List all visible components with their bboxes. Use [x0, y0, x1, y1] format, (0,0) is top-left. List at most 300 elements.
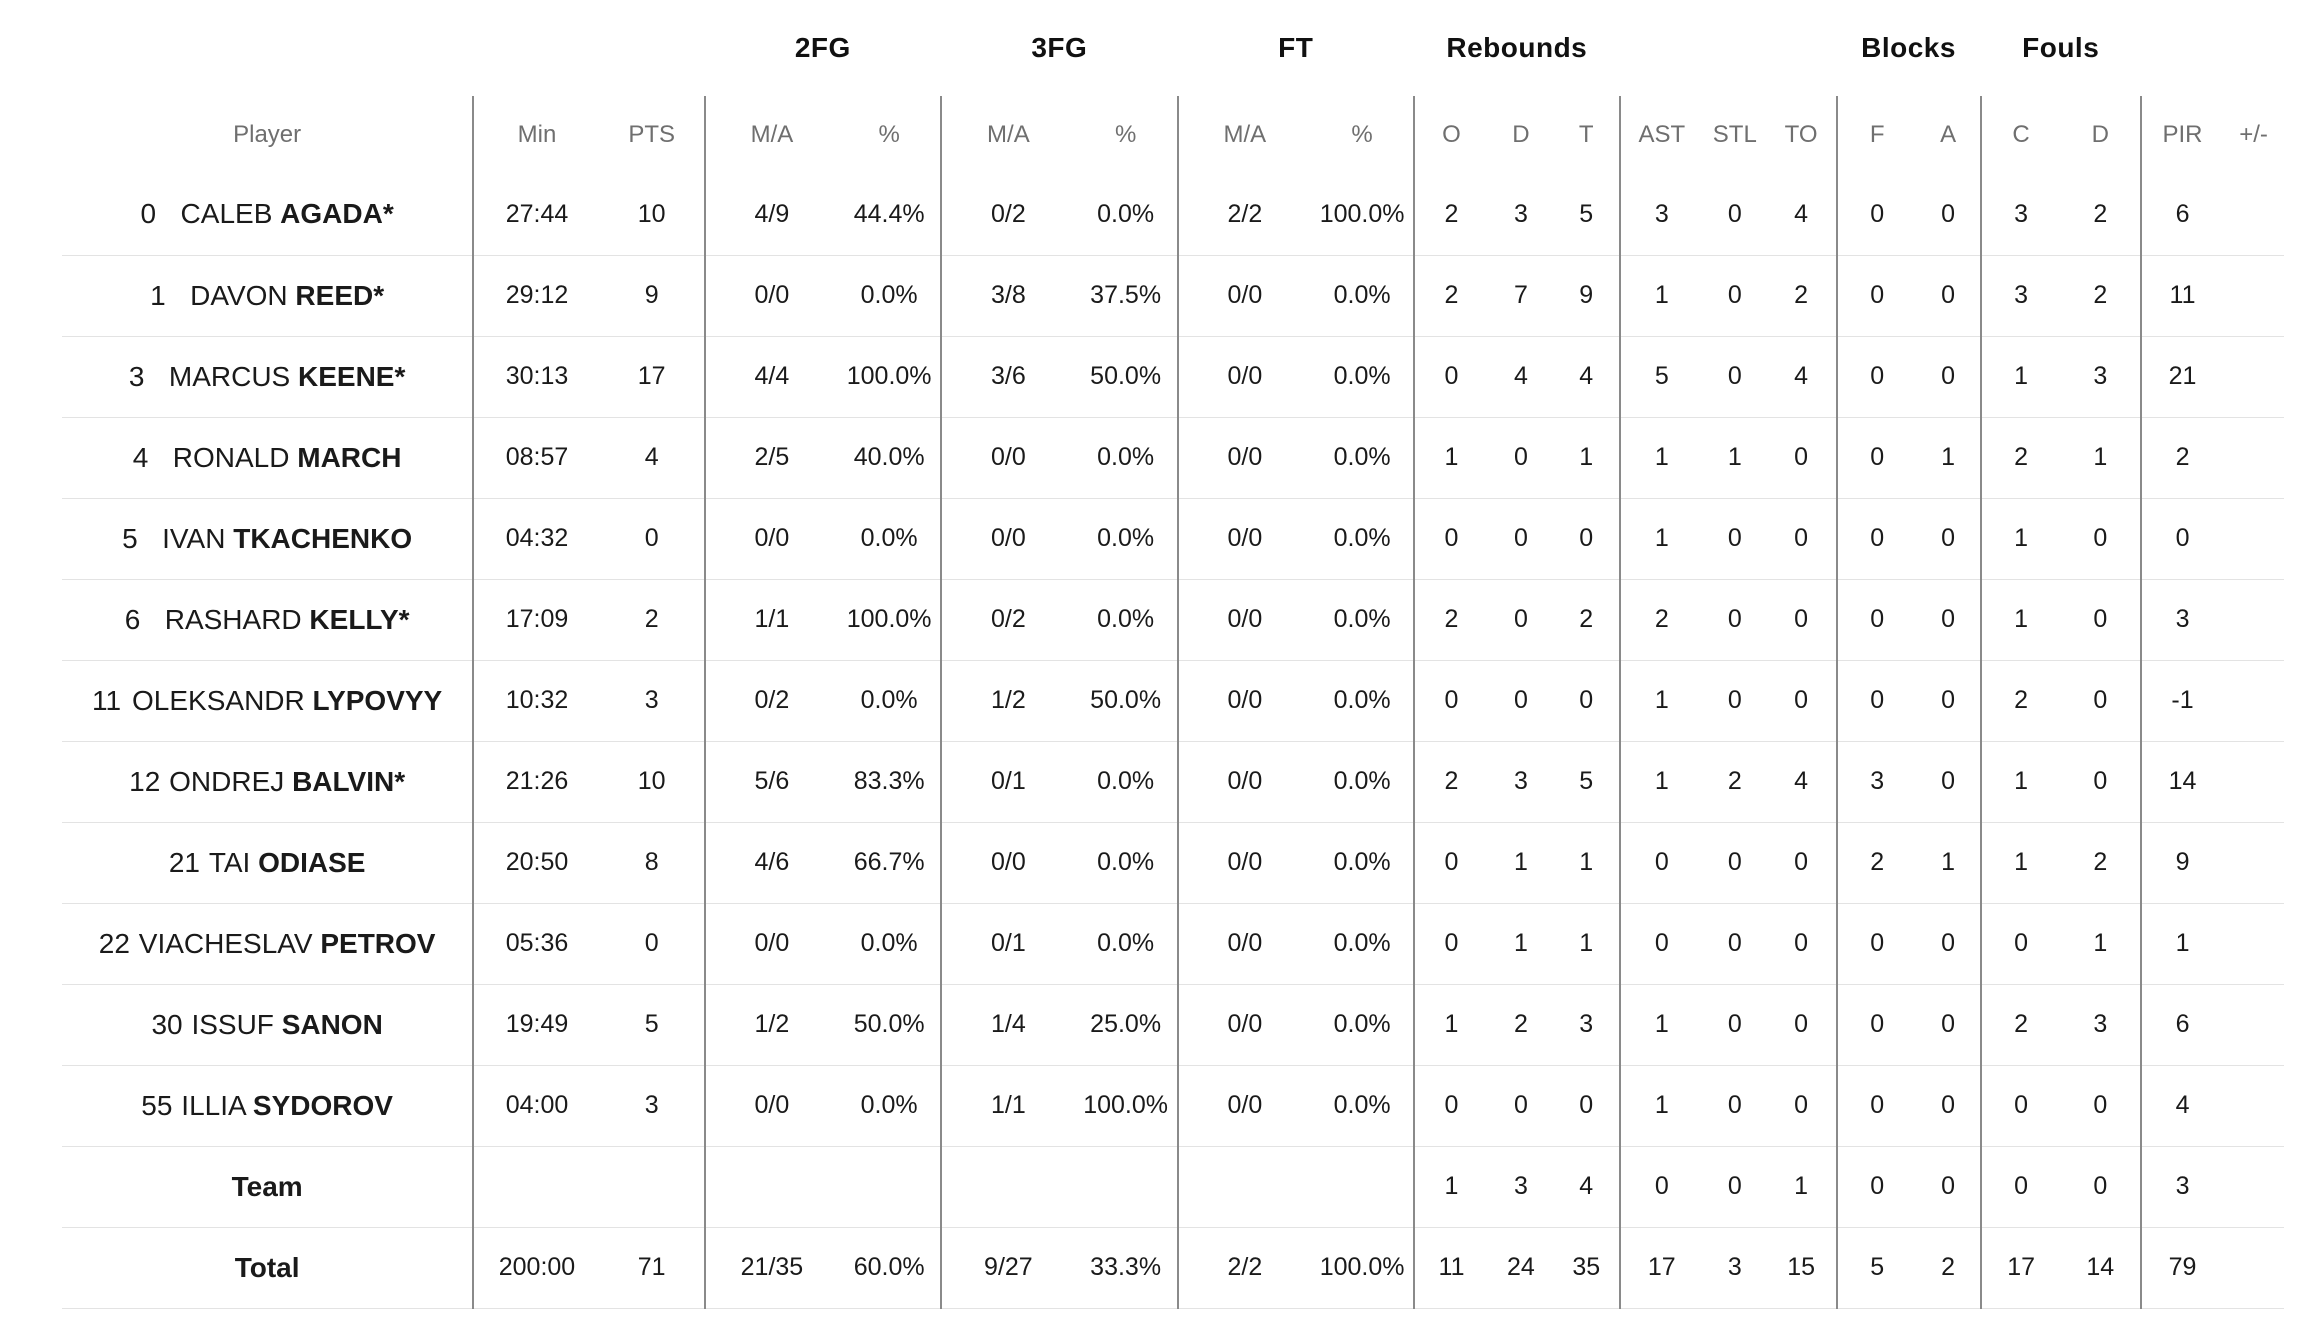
cell-foul-c: 1 [1981, 336, 2061, 417]
cell-reb-t: 0 [1554, 498, 1620, 579]
cell-ft-pct: 0.0% [1311, 660, 1414, 741]
cell-fg2-ma: 1/2 [705, 984, 839, 1065]
cell-reb-t: 2 [1554, 579, 1620, 660]
cell-fg2-pct: 44.4% [838, 174, 941, 255]
box-score-table [62, 0, 2284, 1309]
cell-ft-pct: 0.0% [1311, 903, 1414, 984]
col-header-pts[interactable]: PTS [628, 121, 675, 148]
cell-blk-a: 0 [1917, 984, 1981, 1065]
cell-blk-a: 0 [1917, 336, 1981, 417]
cell-pir: 0 [2141, 498, 2223, 579]
cell-reb-o: 2 [1414, 741, 1488, 822]
player-row [62, 741, 2284, 822]
player-first-name[interactable]: MARCUS [168, 360, 291, 392]
cell-pm [2223, 903, 2284, 984]
cell-foul-d: 0 [2061, 741, 2141, 822]
player-row [62, 903, 2284, 984]
cell-fg2-ma: 0/0 [705, 903, 839, 984]
cell-blk-f: 3 [1837, 741, 1917, 822]
col-header-stl[interactable]: STL [1712, 121, 1757, 148]
cell-ast: 0 [1620, 1146, 1703, 1227]
cell-min: 10:32 [473, 660, 599, 741]
cell-to: 0 [1767, 660, 1837, 741]
cell-fg3-ma: 3/8 [941, 255, 1075, 336]
cell-fg3-ma: 0/2 [941, 174, 1075, 255]
cell-foul-d: 2 [2061, 174, 2141, 255]
cell-ast: 1 [1620, 660, 1703, 741]
cell-foul-d: 0 [2061, 579, 2141, 660]
team-row [62, 1146, 2284, 1227]
col-header-plus-minus[interactable]: +/- [2239, 121, 2268, 148]
cell-pm [2223, 1065, 2284, 1146]
player-row [62, 174, 2284, 255]
cell-fg3-ma: 1/4 [941, 984, 1075, 1065]
cell-foul-d: 2 [2061, 822, 2141, 903]
cell-foul-c: 0 [1981, 1146, 2061, 1227]
cell-ft-pct: 0.0% [1311, 579, 1414, 660]
cell-blk-a: 0 [1917, 660, 1981, 741]
cell-min: 200:00 [473, 1227, 599, 1308]
cell-pir: 14 [2141, 741, 2223, 822]
cell-foul-d: 3 [2061, 984, 2141, 1065]
player-first-name[interactable]: ONDREJ [169, 765, 285, 797]
cell-pm [2223, 741, 2284, 822]
cell-ft-pct: 0.0% [1311, 1065, 1414, 1146]
player-number: 6 [124, 603, 141, 635]
cell-ft-pct: 0.0% [1311, 498, 1414, 579]
cell-stl: 0 [1703, 1065, 1767, 1146]
box-score-body [62, 174, 2284, 1308]
cell-blk-a: 0 [1917, 1146, 1981, 1227]
cell-fg2-ma: 4/4 [705, 336, 839, 417]
col-header-reb-d[interactable]: D [1512, 121, 1530, 148]
cell-foul-c: 2 [1981, 660, 2061, 741]
cell-reb-o: 0 [1414, 336, 1488, 417]
cell-ft-ma: 0/0 [1178, 336, 1312, 417]
player-first-name[interactable]: TAI [208, 846, 251, 878]
player-last-name[interactable]: REED* [295, 279, 385, 311]
cell-stl: 3 [1703, 1227, 1767, 1308]
cell-stl: 0 [1703, 660, 1767, 741]
cell-foul-c: 17 [1981, 1227, 2061, 1308]
cell-pir: 3 [2141, 579, 2223, 660]
cell-fg3-pct: 25.0% [1075, 984, 1178, 1065]
cell-reb-d: 0 [1488, 579, 1554, 660]
cell-reb-d: 24 [1488, 1227, 1554, 1308]
cell-ast: 1 [1620, 255, 1703, 336]
group-ft: FT [1278, 32, 1314, 63]
cell-ft-pct: 0.0% [1311, 822, 1414, 903]
cell-fg2-ma: 0/0 [705, 255, 839, 336]
col-header-blk-a[interactable]: A [1940, 121, 1957, 148]
cell-pir: 3 [2141, 1146, 2223, 1227]
cell-min [473, 1146, 599, 1227]
cell-fg3-ma: 1/1 [941, 1065, 1075, 1146]
cell-ast: 3 [1620, 174, 1703, 255]
player-row [62, 579, 2284, 660]
cell-ft-ma: 2/2 [1178, 1227, 1312, 1308]
cell-ft-pct: 100.0% [1311, 1227, 1414, 1308]
cell-reb-t: 5 [1554, 174, 1620, 255]
cell-ast: 1 [1620, 417, 1703, 498]
cell-pir: 6 [2141, 984, 2223, 1065]
cell-pir: 21 [2141, 336, 2223, 417]
total-row [62, 1227, 2284, 1308]
cell-reb-o: 2 [1414, 255, 1488, 336]
cell-fg3-pct: 50.0% [1075, 336, 1178, 417]
cell-foul-d: 0 [2061, 1065, 2141, 1146]
cell-foul-c: 1 [1981, 498, 2061, 579]
cell-fg3-pct: 50.0% [1075, 660, 1178, 741]
player-last-name[interactable]: BALVIN* [292, 765, 406, 797]
cell-reb-o: 0 [1414, 822, 1488, 903]
cell-pir: 4 [2141, 1065, 2223, 1146]
cell-pir: 9 [2141, 822, 2223, 903]
player-cell [62, 660, 473, 741]
cell-stl: 0 [1703, 579, 1767, 660]
cell-pir: 6 [2141, 174, 2223, 255]
cell-pir: 11 [2141, 255, 2223, 336]
cell-ast: 0 [1620, 903, 1703, 984]
cell-pm [2223, 417, 2284, 498]
cell-ft-pct: 0.0% [1311, 255, 1414, 336]
group-blank [1620, 0, 1837, 96]
cell-pts: 5 [600, 984, 705, 1065]
cell-ast: 1 [1620, 741, 1703, 822]
cell-to: 2 [1767, 255, 1837, 336]
cell-pir: 2 [2141, 417, 2223, 498]
cell-ast: 2 [1620, 579, 1703, 660]
cell-ft-pct: 0.0% [1311, 984, 1414, 1065]
cell-fg2-pct: 0.0% [838, 498, 941, 579]
cell-ft-ma: 0/0 [1178, 822, 1312, 903]
cell-min: 19:49 [473, 984, 599, 1065]
player-first-name[interactable]: CALEB [180, 198, 273, 230]
cell-blk-a: 0 [1917, 498, 1981, 579]
cell-reb-d: 3 [1488, 1146, 1554, 1227]
player-first-name[interactable]: DAVON [190, 279, 288, 311]
player-row [62, 255, 2284, 336]
player-first-name[interactable]: RASHARD [164, 603, 302, 635]
cell-ft-ma: 0/0 [1178, 498, 1312, 579]
cell-blk-f: 0 [1837, 336, 1917, 417]
player-first-name[interactable]: IVAN [162, 522, 226, 554]
player-last-name[interactable]: ODIASE [258, 846, 366, 878]
col-header-foul-d[interactable]: D [2091, 121, 2109, 148]
cell-stl: 0 [1703, 336, 1767, 417]
player-row [62, 822, 2284, 903]
cell-fg3-ma: 9/27 [941, 1227, 1075, 1308]
cell-fg2-ma [705, 1146, 839, 1227]
cell-reb-d: 3 [1488, 174, 1554, 255]
cell-fg2-pct: 0.0% [838, 255, 941, 336]
player-cell [62, 903, 473, 984]
cell-min: 20:50 [473, 822, 599, 903]
cell-reb-d: 0 [1488, 660, 1554, 741]
cell-foul-d: 14 [2061, 1227, 2141, 1308]
cell-reb-o: 1 [1414, 984, 1488, 1065]
cell-reb-o: 2 [1414, 174, 1488, 255]
cell-ast: 1 [1620, 1065, 1703, 1146]
player-first-name[interactable]: ISSUF [191, 1008, 274, 1040]
cell-reb-t: 1 [1554, 903, 1620, 984]
player-first-name[interactable]: ILLIA [181, 1089, 246, 1121]
cell-reb-d: 1 [1488, 903, 1554, 984]
cell-blk-a: 0 [1917, 255, 1981, 336]
cell-reb-d: 0 [1488, 1065, 1554, 1146]
cell-min: 29:12 [473, 255, 599, 336]
group-blank [473, 0, 704, 96]
cell-stl: 0 [1703, 822, 1767, 903]
cell-reb-d: 7 [1488, 255, 1554, 336]
player-number: 4 [132, 441, 149, 473]
player-cell [62, 498, 473, 579]
cell-fg3-pct: 0.0% [1075, 822, 1178, 903]
cell-fg2-ma: 0/0 [705, 1065, 839, 1146]
cell-to: 0 [1767, 498, 1837, 579]
cell-reb-t: 35 [1554, 1227, 1620, 1308]
cell-ft-ma: 0/0 [1178, 984, 1312, 1065]
player-cell [62, 741, 473, 822]
cell-stl: 0 [1703, 984, 1767, 1065]
cell-ft-ma: 0/0 [1178, 255, 1312, 336]
cell-ft-pct: 0.0% [1311, 336, 1414, 417]
col-header-reb-t[interactable]: T [1578, 121, 1594, 148]
cell-blk-f: 2 [1837, 822, 1917, 903]
cell-pir: -1 [2141, 660, 2223, 741]
cell-fg3-ma: 0/1 [941, 741, 1075, 822]
player-last-name[interactable]: PETROV [320, 927, 436, 959]
cell-fg2-ma: 0/2 [705, 660, 839, 741]
cell-blk-f: 0 [1837, 984, 1917, 1065]
cell-foul-c: 1 [1981, 579, 2061, 660]
cell-fg2-pct: 100.0% [838, 579, 941, 660]
col-header-player[interactable]: Player [233, 121, 302, 148]
cell-reb-t: 0 [1554, 1065, 1620, 1146]
cell-fg3-pct: 0.0% [1075, 417, 1178, 498]
cell-reb-d: 1 [1488, 822, 1554, 903]
cell-blk-a: 0 [1917, 174, 1981, 255]
cell-fg3-pct: 100.0% [1075, 1065, 1178, 1146]
cell-blk-a: 2 [1917, 1227, 1981, 1308]
col-header-blk-f[interactable]: F [1837, 96, 1917, 174]
cell-fg2-ma: 1/1 [705, 579, 839, 660]
col-header-3fg-ma[interactable]: M/A [941, 96, 1075, 174]
col-header-ft-ma[interactable]: M/A [1178, 96, 1312, 174]
col-header-reb-o[interactable]: O [1414, 96, 1488, 174]
player-number: 11 [92, 684, 122, 716]
group-blank [2141, 0, 2284, 96]
cell-ast: 17 [1620, 1227, 1703, 1308]
cell-to: 4 [1767, 174, 1837, 255]
cell-ft-pct [1311, 1146, 1414, 1227]
player-last-name[interactable]: MARCH [297, 441, 402, 473]
cell-fg3-ma [941, 1146, 1075, 1227]
cell-fg2-ma: 21/35 [705, 1227, 839, 1308]
cell-fg2-pct: 40.0% [838, 417, 941, 498]
cell-blk-f: 0 [1837, 660, 1917, 741]
cell-pir: 1 [2141, 903, 2223, 984]
cell-to: 0 [1767, 417, 1837, 498]
cell-pts: 9 [600, 255, 705, 336]
cell-ft-ma: 0/0 [1178, 741, 1312, 822]
player-cell [62, 984, 473, 1065]
cell-fg3-pct: 33.3% [1075, 1227, 1178, 1308]
player-last-name[interactable]: AGADA* [280, 198, 394, 230]
player-cell [62, 255, 473, 336]
cell-foul-c: 2 [1981, 984, 2061, 1065]
cell-fg2-ma: 0/0 [705, 498, 839, 579]
cell-blk-f: 0 [1837, 579, 1917, 660]
cell-pm [2223, 174, 2284, 255]
player-last-name[interactable]: KELLY* [309, 603, 410, 635]
cell-pm [2223, 579, 2284, 660]
col-header-foul-c[interactable]: C [1981, 96, 2061, 174]
player-number: 0 [140, 198, 157, 230]
cell-reb-o: 0 [1414, 1065, 1488, 1146]
col-header-min[interactable]: Min [473, 96, 599, 174]
player-cell [62, 822, 473, 903]
cell-pts: 0 [600, 498, 705, 579]
cell-reb-t: 4 [1554, 336, 1620, 417]
cell-pm [2223, 498, 2284, 579]
player-number: 21 [168, 846, 200, 878]
col-header-ast[interactable]: AST [1620, 96, 1703, 174]
cell-stl: 2 [1703, 741, 1767, 822]
group-blank [62, 0, 473, 96]
player-last-name[interactable]: SANON [281, 1008, 383, 1040]
cell-ft-ma: 0/0 [1178, 417, 1312, 498]
cell-fg2-ma: 2/5 [705, 417, 839, 498]
group-fouls: Fouls [2022, 32, 2100, 63]
cell-min: 05:36 [473, 903, 599, 984]
cell-pts: 17 [600, 336, 705, 417]
cell-foul-c: 0 [1981, 903, 2061, 984]
col-header-to[interactable]: TO [1784, 121, 1818, 148]
player-row [62, 498, 2284, 579]
cell-ft-ma: 0/0 [1178, 903, 1312, 984]
player-first-name[interactable]: RONALD [172, 441, 290, 473]
cell-reb-d: 3 [1488, 741, 1554, 822]
player-last-name[interactable]: TKACHENKO [233, 522, 413, 554]
cell-fg3-pct [1075, 1146, 1178, 1227]
cell-reb-o: 1 [1414, 417, 1488, 498]
team-row-label: Team [62, 1146, 473, 1227]
cell-pts: 71 [600, 1227, 705, 1308]
col-header-3fg-pct[interactable]: % [1114, 121, 1137, 148]
cell-fg3-ma: 0/0 [941, 822, 1075, 903]
cell-pts: 3 [600, 1065, 705, 1146]
cell-to: 0 [1767, 1065, 1837, 1146]
cell-stl: 0 [1703, 1146, 1767, 1227]
cell-fg2-pct: 60.0% [838, 1227, 941, 1308]
cell-blk-f: 0 [1837, 174, 1917, 255]
cell-fg3-ma: 0/2 [941, 579, 1075, 660]
cell-reb-d: 2 [1488, 984, 1554, 1065]
cell-pm [2223, 255, 2284, 336]
cell-reb-d: 0 [1488, 417, 1554, 498]
cell-foul-d: 0 [2061, 1146, 2141, 1227]
cell-foul-d: 3 [2061, 336, 2141, 417]
cell-foul-d: 1 [2061, 903, 2141, 984]
cell-stl: 0 [1703, 255, 1767, 336]
cell-reb-d: 0 [1488, 498, 1554, 579]
player-row [62, 417, 2284, 498]
player-last-name[interactable]: SYDOROV [252, 1089, 393, 1121]
cell-foul-c: 1 [1981, 741, 2061, 822]
cell-min: 21:26 [473, 741, 599, 822]
cell-fg2-pct: 100.0% [838, 336, 941, 417]
cell-blk-a: 1 [1917, 822, 1981, 903]
cell-pts: 10 [600, 174, 705, 255]
cell-reb-t: 1 [1554, 822, 1620, 903]
cell-to: 0 [1767, 984, 1837, 1065]
cell-reb-o: 11 [1414, 1227, 1488, 1308]
cell-ast: 0 [1620, 822, 1703, 903]
cell-pm [2223, 1146, 2284, 1227]
player-cell [62, 579, 473, 660]
cell-reb-t: 1 [1554, 417, 1620, 498]
player-last-name[interactable]: LYPOVYY [312, 684, 443, 716]
cell-foul-c: 1 [1981, 822, 2061, 903]
cell-to: 0 [1767, 822, 1837, 903]
cell-stl: 1 [1703, 417, 1767, 498]
cell-fg2-pct: 66.7% [838, 822, 941, 903]
cell-fg3-ma: 1/2 [941, 660, 1075, 741]
cell-min: 04:32 [473, 498, 599, 579]
cell-to: 0 [1767, 579, 1837, 660]
player-first-name[interactable]: OLEKSANDR [132, 684, 305, 716]
cell-fg3-ma: 0/0 [941, 417, 1075, 498]
cell-blk-f: 0 [1837, 1065, 1917, 1146]
cell-foul-c: 2 [1981, 417, 2061, 498]
player-first-name[interactable]: VIACHESLAV [138, 927, 313, 959]
cell-reb-o: 1 [1414, 1146, 1488, 1227]
cell-pts: 4 [600, 417, 705, 498]
cell-pm [2223, 822, 2284, 903]
cell-fg2-ma: 4/6 [705, 822, 839, 903]
cell-to: 1 [1767, 1146, 1837, 1227]
cell-fg3-pct: 0.0% [1075, 903, 1178, 984]
cell-fg2-pct: 0.0% [838, 903, 941, 984]
col-header-2fg-pct[interactable]: % [878, 121, 900, 148]
cell-min: 08:57 [473, 417, 599, 498]
cell-fg3-ma: 0/1 [941, 903, 1075, 984]
cell-foul-c: 3 [1981, 255, 2061, 336]
player-cell [62, 417, 473, 498]
total-row-label: Total [62, 1227, 473, 1308]
player-cell [62, 336, 473, 417]
cell-foul-c: 0 [1981, 1065, 2061, 1146]
cell-fg2-pct [838, 1146, 941, 1227]
cell-reb-o: 2 [1414, 579, 1488, 660]
cell-ft-pct: 0.0% [1311, 417, 1414, 498]
player-number: 55 [141, 1089, 173, 1121]
cell-ft-ma: 0/0 [1178, 660, 1312, 741]
col-header-pir[interactable]: PIR [2141, 96, 2223, 174]
cell-ft-pct: 0.0% [1311, 741, 1414, 822]
cell-to: 4 [1767, 741, 1837, 822]
player-last-name[interactable]: KEENE* [298, 360, 406, 392]
col-header-ft-pct[interactable]: % [1351, 121, 1373, 148]
cell-pm [2223, 660, 2284, 741]
column-group-header-row [62, 0, 2284, 96]
col-header-2fg-ma[interactable]: M/A [705, 96, 839, 174]
cell-blk-f: 0 [1837, 1146, 1917, 1227]
player-row [62, 984, 2284, 1065]
cell-pts: 0 [600, 903, 705, 984]
cell-fg3-pct: 0.0% [1075, 174, 1178, 255]
